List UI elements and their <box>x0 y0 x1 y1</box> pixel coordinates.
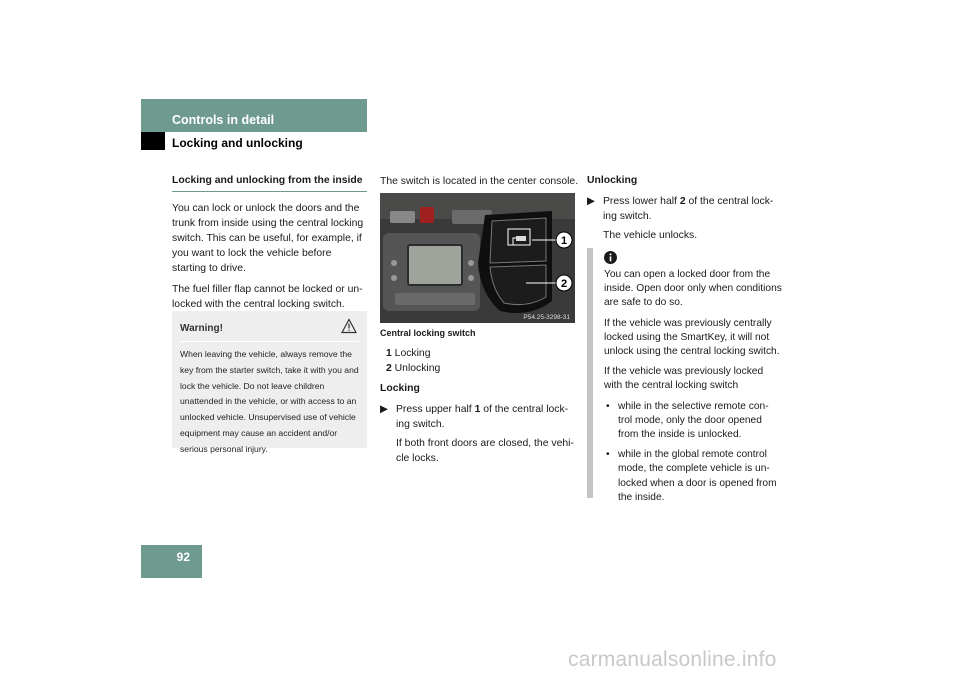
legend-label: Unlocking <box>394 363 441 374</box>
photo-caption: Central locking switch <box>380 328 476 338</box>
info-paragraph: You can open a locked door from the inside. Open door only when conditions are safe to do so. <box>604 269 782 309</box>
watermark: carmanualsonline.info <box>568 648 777 671</box>
callout-2: 2 <box>560 278 568 290</box>
legend-label: Locking <box>394 348 431 359</box>
callout-1: 1 <box>560 235 568 247</box>
page-number-box <box>141 545 202 578</box>
list-item: • while in the selective remote con-trol mode, only the door opened from the inside is unlocked. <box>606 400 769 441</box>
section-heading: Locking and unlocking from the inside <box>172 174 367 192</box>
info-side-bar <box>587 248 593 498</box>
bullet-dot-icon: • <box>606 449 610 461</box>
warning-box <box>172 311 367 454</box>
column-2-lower <box>380 326 580 466</box>
info-text <box>604 268 782 511</box>
paragraph-inside-locking: You can lock or unlock the doors and the trunk from inside using the central locking switch. This can be useful, for example, if you want to lock the vehicle before starting to drive. <box>172 203 364 274</box>
legend-number: 2 <box>386 363 392 374</box>
step-text: of the central lock-ing switch. <box>396 404 569 430</box>
warning-triangle-icon <box>341 318 357 334</box>
column-3 <box>587 174 787 243</box>
page-number: 92 <box>176 550 190 564</box>
info-paragraph: If the vehicle was previously locked with the central locking switch <box>604 366 764 392</box>
legend-number: 1 <box>386 348 392 359</box>
paragraph-fuel-flap: The fuel filler flap cannot be locked or un-locked with the central locking switch. <box>172 284 363 310</box>
bullet-dot-icon: • <box>606 400 610 412</box>
section-title: Locking and unlocking <box>172 136 303 150</box>
step-text: of the central lock-ing switch. <box>603 196 774 222</box>
locking-step <box>380 402 580 432</box>
legend-item-locking <box>380 346 580 361</box>
column-1 <box>172 174 367 318</box>
info-box <box>587 248 787 503</box>
bullet-triangle-icon: ▶ <box>380 404 388 415</box>
console-illustration <box>380 193 575 323</box>
chapter-title: Controls in detail <box>172 113 275 127</box>
list-item: • while in the global remote control mode, the complete vehicle is un-locked when a door is opened from the inside. <box>606 449 777 503</box>
warning-divider <box>180 341 359 342</box>
unlocking-step <box>587 194 787 224</box>
step-text: Press lower half <box>603 196 680 207</box>
unlocking-heading: Unlocking <box>587 175 638 186</box>
warning-title: Warning! <box>180 323 223 334</box>
step-number: 1 <box>474 404 481 415</box>
bullet-triangle-icon: ▶ <box>587 196 595 207</box>
legend-item-unlocking <box>380 361 580 376</box>
central-locking-switch-photo <box>380 193 575 323</box>
info-icon <box>604 251 617 264</box>
locking-heading: Locking <box>380 383 420 394</box>
unlocking-result: The vehicle unlocks. <box>603 230 698 241</box>
column-2 <box>380 174 580 195</box>
step-number: 2 <box>679 196 686 207</box>
locking-result: If both front doors are closed, the vehi-cle locks. <box>396 438 574 464</box>
info-paragraph: If the vehicle was previously centrally locked using the SmartKey, it will not unlock using the central locking switch. <box>604 317 780 358</box>
switch-location-text: The switch is located in the center console. <box>380 176 579 187</box>
photo-code: P54.25-3298-31 <box>523 314 570 321</box>
warning-text: When leaving the vehicle, always remove the key from the starter switch, take it with you and lock the vehicle. Do not leave children unattended in the vehicle, or with access to an unlocked vehicle. Unsupervised use of vehicle equipment may cause an accident and/or serious personal injury. <box>180 349 359 454</box>
header-marker <box>141 132 165 150</box>
step-text: Press upper half <box>396 404 475 415</box>
